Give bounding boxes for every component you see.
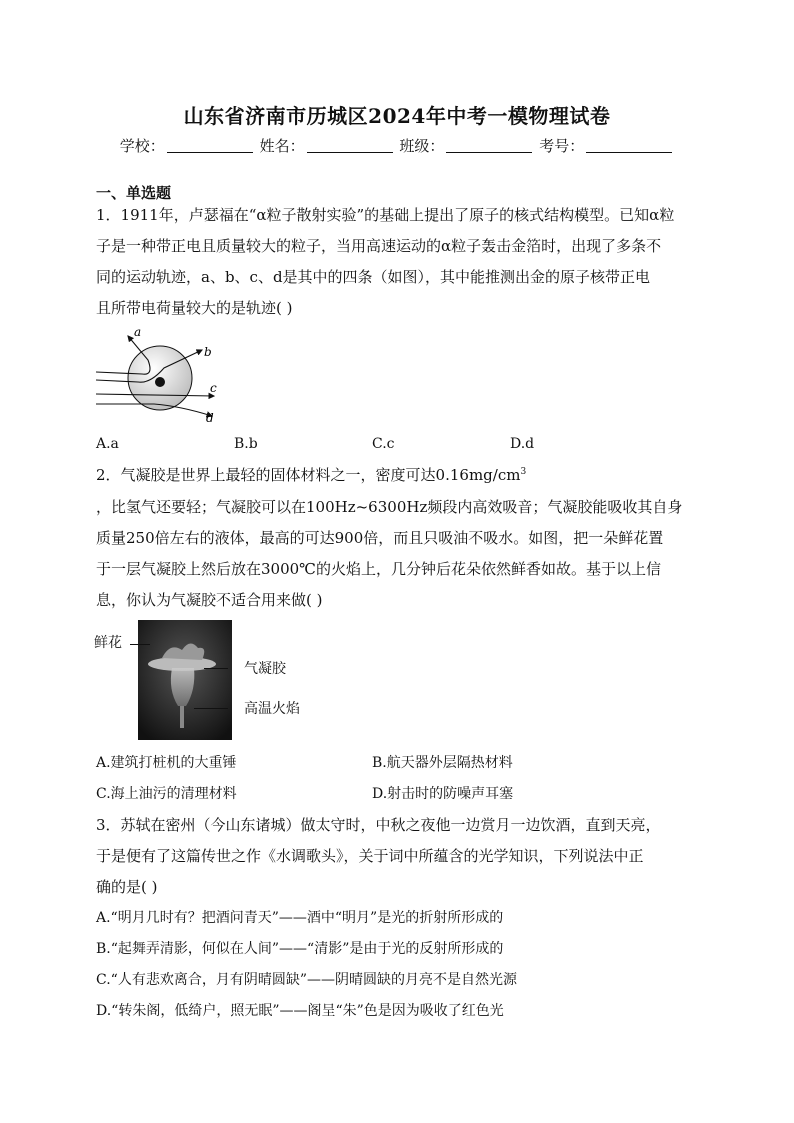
q2-line-2: ，比氢气还要轻；气凝胶可以在100Hz~6300Hz频段内高效吸音；气凝胶能吸收其自身 <box>96 498 683 516</box>
student-info-line <box>0 135 794 156</box>
school-blank <box>167 138 253 153</box>
alpha-scattering-figure <box>94 322 234 430</box>
leader-flower <box>130 644 150 645</box>
q2-line-3: 质量250倍左右的液体，最高的可达900倍，而且只吸油不吸水。如图，把一朵鲜花置 <box>96 529 664 547</box>
label-flame: 高温火焰 <box>244 701 300 717</box>
page-title: 山东省济南市历城区2024年中考一模物理试卷 <box>183 104 611 128</box>
q3-option-b: B.“起舞弄清影，何似在人间”——“清影”是由于光的反射所形成的 <box>96 941 504 957</box>
leader-aerogel <box>204 668 228 669</box>
q1-option-a: A.a <box>96 436 119 452</box>
q1-line-3: 同的运动轨迹，a、b、c、d是其中的四条（如图），其中能推测出金的原子核带正电 <box>96 268 651 286</box>
q2-line-1 <box>96 464 526 485</box>
q1-option-b: B.b <box>234 436 258 452</box>
number-blank <box>586 138 672 153</box>
q1-option-c: C.c <box>372 436 395 452</box>
q3-line-2: 于是便有了这篇传世之作《水调歌头》，关于词中所蕴含的光学知识，下列说法中正 <box>96 847 644 865</box>
q3-option-c: C.“人有悲欢离合，月有阴晴圆缺”——阴晴圆缺的月亮不是自然光源 <box>96 972 517 988</box>
label-a: a <box>134 325 142 339</box>
q1-line-4: 且所带电荷量较大的是轨迹( ) <box>96 299 293 317</box>
q2-option-a: A.建筑打桩机的大重锤 <box>96 755 237 771</box>
school-label: 学校： <box>119 137 165 155</box>
name-label: 姓名： <box>259 137 305 155</box>
q1-option-d: D.d <box>510 436 535 452</box>
q2-sup: 3 <box>520 467 527 477</box>
class-blank <box>446 138 532 153</box>
section-heading: 一、单选题 <box>96 184 172 202</box>
q3-option-d: D.“转朱阁，低绮户，照无眠”——阁呈“朱”色是因为吸收了红色光 <box>96 1003 504 1019</box>
name-blank <box>307 138 393 153</box>
q2-option-b: B.航天器外层隔热材料 <box>372 755 513 771</box>
q1-line-2: 子是一种带正电且质量较大的粒子，当用高速运动的α粒子轰击金箔时，出现了多条不 <box>96 237 662 255</box>
label-flower: 鲜花 <box>94 635 122 651</box>
label-b: b <box>204 345 212 359</box>
aerogel-photo-svg <box>138 620 232 740</box>
q3-option-a: A.“明月几时有？把酒问青天”——酒中“明月”是光的折射所形成的 <box>96 910 504 926</box>
label-d: d <box>206 411 214 425</box>
q2-line-5: 息，你认为气凝胶不适合用来做( ) <box>96 591 323 609</box>
label-c: c <box>210 381 217 395</box>
alpha-scattering-diagram <box>94 322 234 430</box>
q1-line-1: 1．1911年，卢瑟福在“α粒子散射实验”的基础上提出了原子的核式结构模型。已知α粒 <box>96 206 675 224</box>
q2-option-c: C.海上油污的清理材料 <box>96 786 237 802</box>
q2-line-1-text: 2．气凝胶是世界上最轻的固体材料之一，密度可达0.16mg/cm <box>96 466 521 484</box>
aerogel-photo <box>138 620 232 740</box>
leader-flame <box>194 708 228 709</box>
nucleus <box>155 377 165 387</box>
label-aerogel: 气凝胶 <box>244 661 286 677</box>
class-label: 班级： <box>399 137 445 155</box>
aerogel-figure <box>94 620 314 742</box>
burner <box>180 706 184 728</box>
number-label: 考号： <box>539 137 585 155</box>
q3-line-1: 3．苏轼在密州（今山东诸城）做太守时，中秋之夜他一边赏月一边饮酒，直到天亮， <box>96 816 661 834</box>
q3-line-3: 确的是( ) <box>96 878 158 896</box>
q2-line-4: 于一层气凝胶上然后放在3000℃的火焰上，几分钟后花朵依然鲜香如故。基于以上信 <box>96 560 661 578</box>
q2-option-d: D.射击时的防噪声耳塞 <box>372 786 514 802</box>
